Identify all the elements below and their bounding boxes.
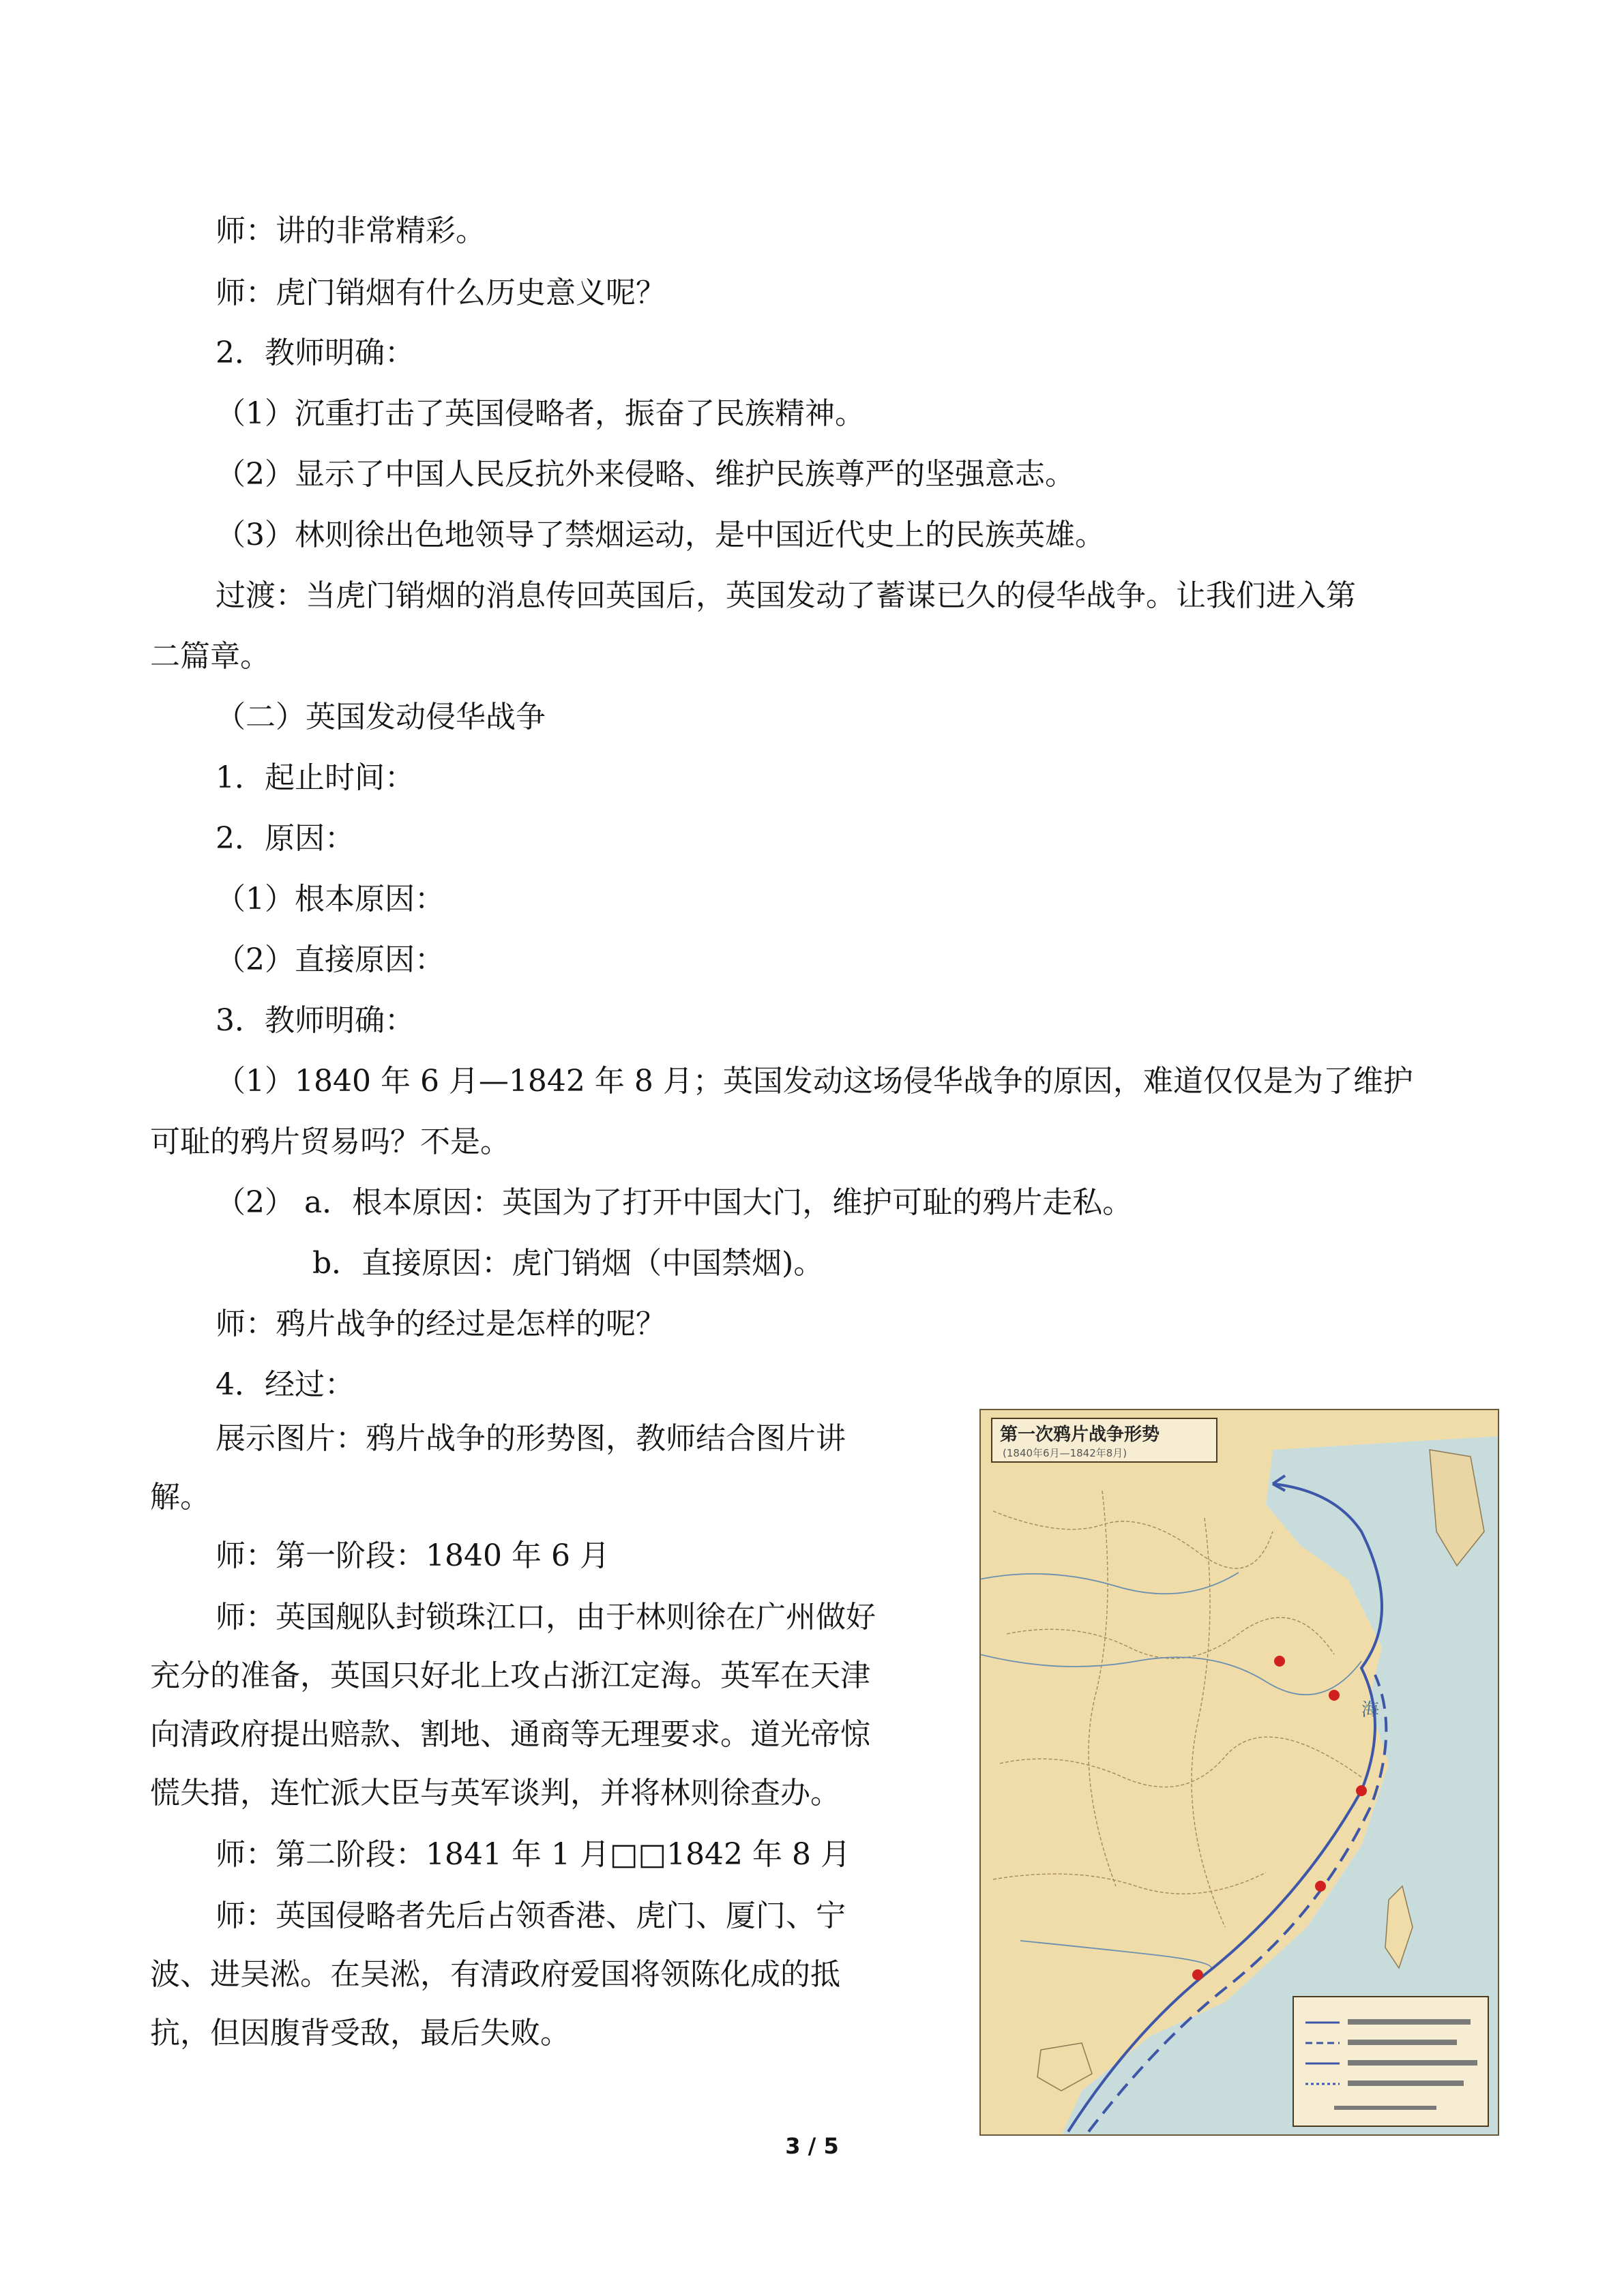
paragraph: 向清政府提出赔款、割地、通商等无理要求。道光帝惊 — [150, 1717, 870, 1752]
page-number: 3 / 5 — [785, 2133, 839, 2159]
paragraph: 2．原因： — [216, 821, 355, 856]
paragraph: 波、进吴淞。在吴淞，有清政府爱国将领陈化成的抵 — [150, 1957, 840, 1992]
paragraph: 师：讲的非常精彩。 — [216, 213, 486, 248]
paragraph: 充分的准备，英国只好北上攻占浙江定海。英军在天津 — [150, 1658, 870, 1693]
section-heading: （二）英国发动侵华战争 — [216, 700, 546, 734]
map-title: 第一次鸦片战争形势 — [1000, 1425, 1160, 1445]
paragraph: （1）1840 年 6 月—1842 年 8 月；英国发动这场侵华战争的原因，难道仅仅是为了维护 — [216, 1064, 1413, 1099]
paragraph: 可耻的鸦片贸易吗？不是。 — [150, 1124, 510, 1159]
battle-marker — [1329, 1690, 1340, 1701]
opium-war-map — [979, 1409, 1499, 2136]
battle-marker — [1356, 1785, 1367, 1796]
paragraph: 师：第二阶段：1841 年 1 月□□1842 年 8 月 — [216, 1837, 851, 1872]
paragraph: 慌失措，连忙派大臣与英军谈判，并将林则徐查办。 — [150, 1776, 840, 1810]
paragraph: （3）林则徐出色地领导了禁烟运动，是中国近代史上的民族英雄。 — [216, 518, 1105, 552]
battle-marker — [1315, 1881, 1326, 1892]
battle-marker — [1192, 1969, 1203, 1980]
paragraph: 解。 — [150, 1480, 210, 1515]
paragraph: 4．经过： — [216, 1367, 355, 1402]
map-subtitle: (1840年6月—1842年8月) — [1003, 1447, 1127, 1459]
paragraph: 抗，但因腹背受敌，最后失败。 — [150, 2016, 570, 2051]
paragraph: 二篇章。 — [150, 639, 270, 674]
paragraph: （1）沉重打击了英国侵略者，振奋了民族精神。 — [216, 396, 865, 431]
paragraph: 师：英国舰队封锁珠江口，由于林则徐在广州做好 — [216, 1600, 876, 1635]
paragraph: 师：虎门销烟有什么历史意义呢？ — [216, 275, 666, 310]
paragraph: 展示图片：鸦片战争的形势图，教师结合图片讲 — [216, 1421, 846, 1456]
paragraph: 师：英国侵略者先后占领香港、虎门、厦门、宁 — [216, 1898, 846, 1933]
paragraph: b．直接原因：虎门销烟（中国禁烟)。 — [312, 1246, 824, 1281]
paragraph: 2．教师明确： — [216, 336, 415, 370]
paragraph: 1．起止时间： — [216, 760, 415, 795]
paragraph: 师：鸦片战争的经过是怎样的呢？ — [216, 1307, 666, 1341]
paragraph: 过渡：当虎门销烟的消息传回英国后，英国发动了蓄谋已久的侵华战争。让我们进入第 — [216, 578, 1356, 613]
paragraph: （1）根本原因： — [216, 882, 445, 916]
paragraph: （2）直接原因： — [216, 942, 445, 977]
paragraph: 师：第一阶段：1840 年 6 月 — [216, 1538, 610, 1573]
paragraph: 3．教师明确： — [216, 1003, 415, 1038]
battle-marker — [1274, 1656, 1285, 1667]
sea-label: 海 — [1361, 1700, 1380, 1720]
paragraph: （2） a．根本原因：英国为了打开中国大门，维护可耻的鸦片走私。 — [216, 1185, 1133, 1220]
paragraph: （2）显示了中国人民反抗外来侵略、维护民族尊严的坚强意志。 — [216, 457, 1075, 492]
